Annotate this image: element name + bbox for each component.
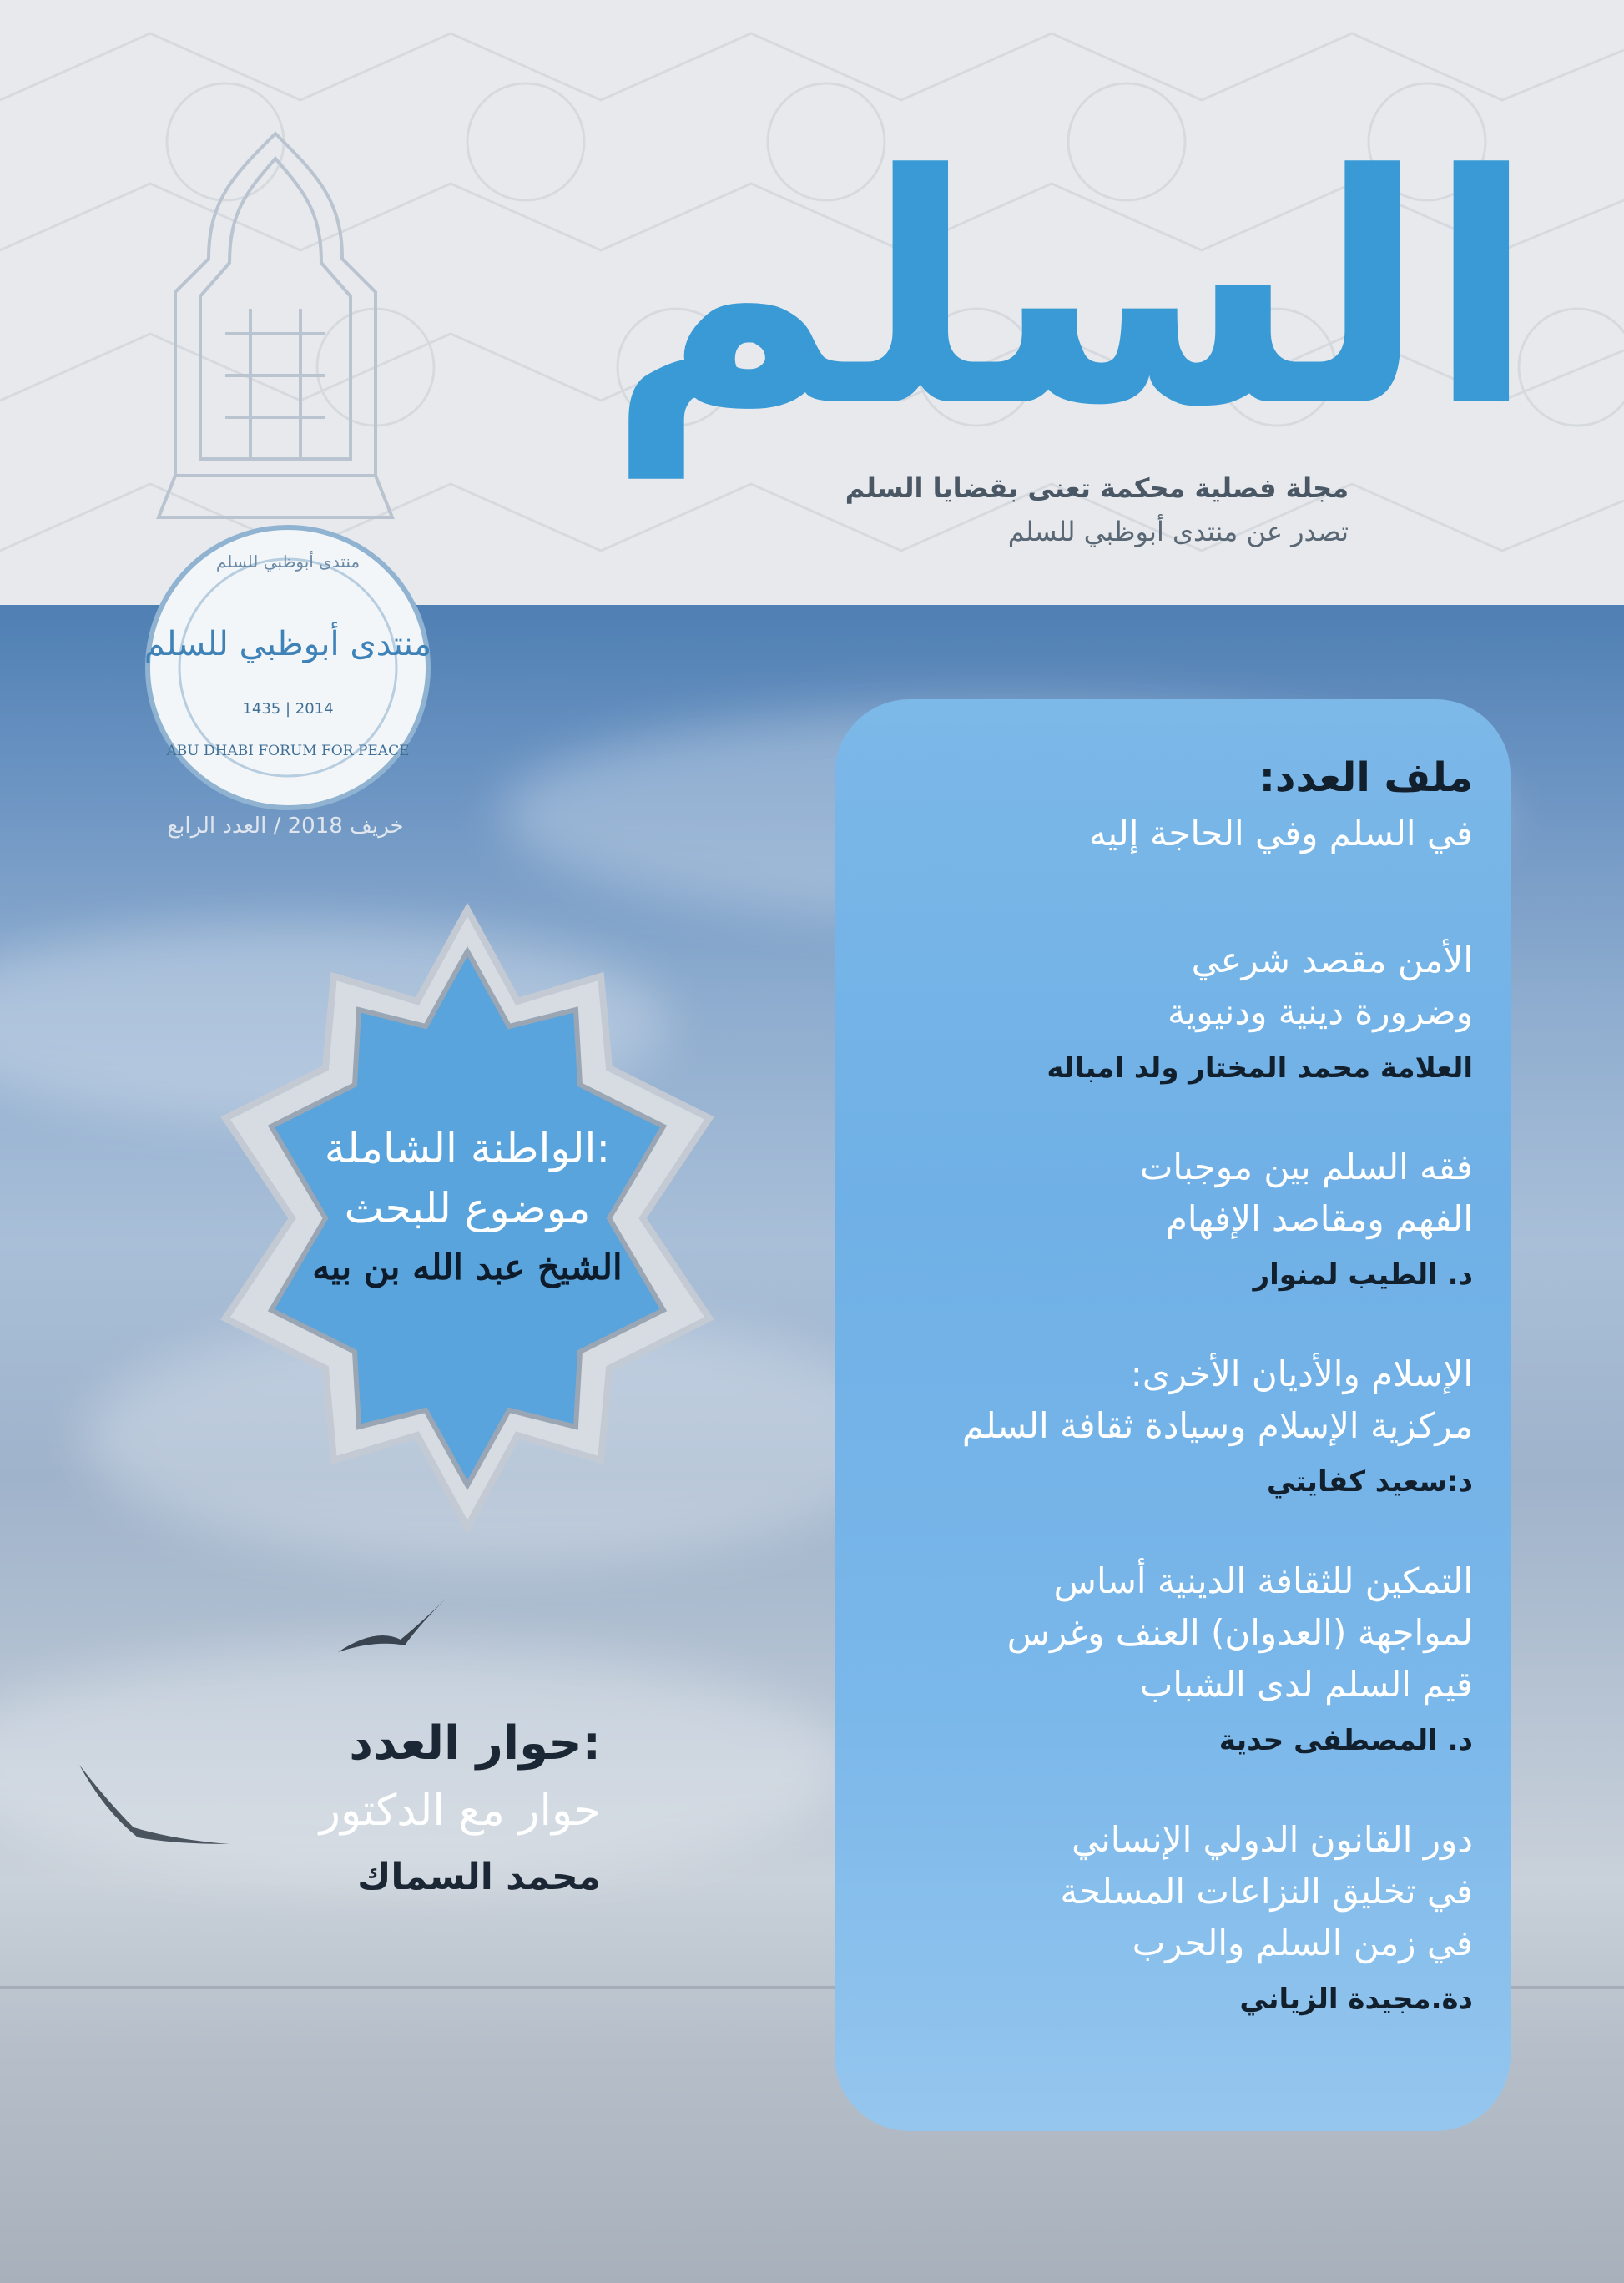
- forum-logo: [138, 517, 438, 818]
- featured-study-title: الواطنة الشاملة:: [324, 1124, 611, 1172]
- magazine-title: السلم: [607, 107, 1536, 476]
- svg-text:ABU DHABI FORUM FOR PEACE: ABU DHABI FORUM FOR PEACE: [166, 743, 410, 759]
- article-title-line: مركزية الإسلام وسيادة ثقافة السلم: [961, 1405, 1473, 1446]
- article-title-line: في تخليق النزاعات المسلحة: [1060, 1871, 1473, 1912]
- magazine-publisher: تصدر عن منتدى أبوظبي للسلم: [1007, 516, 1349, 547]
- article-item: [868, 935, 1473, 1091]
- masthead: [607, 83, 1561, 534]
- issue-file-title: في السلم وفي الحاجة إليه: [1088, 813, 1473, 854]
- svg-text:1435 | 2014: 1435 | 2014: [242, 700, 334, 718]
- article-author: د. المصطفى حدية: [1218, 1724, 1473, 1757]
- article-title-line: فقه السلم بين موجبات: [1139, 1147, 1473, 1187]
- article-title-line: الفهم ومقاصد الإفهام: [1165, 1198, 1473, 1239]
- featured-study-author: الشيخ عبد الله بن بيه: [312, 1247, 623, 1288]
- interview-block: [209, 1711, 601, 1911]
- featured-study-subtitle: موضوع للبحث: [344, 1184, 591, 1232]
- featured-study: [250, 1118, 684, 1297]
- issue-file-label: ملف العدد:: [1258, 754, 1473, 801]
- article-item: [868, 1142, 1473, 1298]
- interview-subtitle: حوار مع الدكتور: [319, 1786, 601, 1836]
- article-title-line: الأمن مقصد شرعي: [1191, 940, 1473, 980]
- interview-label: حوار العدد:: [349, 1716, 601, 1771]
- svg-text:منتدى أبوظبي للسلم: منتدى أبوظبي للسلم: [144, 625, 432, 663]
- contents-panel: [835, 699, 1511, 2131]
- magazine-subtitle: مجلة فصلية محكمة تعنى بقضايا السلم: [845, 472, 1349, 504]
- article-title-line: في زمن السلم والحرب: [1132, 1923, 1473, 1963]
- article-item: [868, 1555, 1473, 1764]
- article-title-line: الإسلام والأديان الأخرى:: [1130, 1353, 1473, 1394]
- article-item: [868, 1814, 1473, 2023]
- svg-text:منتدى أبوظبي للسلم: منتدى أبوظبي للسلم: [215, 552, 361, 572]
- article-title-line: قيم السلم لدى الشباب: [1139, 1664, 1473, 1705]
- contents-list: [868, 733, 1473, 2073]
- bird-icon: [334, 1594, 451, 1661]
- article-title-line: التمكين للثقافة الدينية أساس: [1053, 1560, 1473, 1601]
- article-item: [868, 1348, 1473, 1505]
- issue-date: خريف 2018 / العدد الرابع: [167, 814, 404, 839]
- article-author: العلامة محمد المختار ولد امباله: [1047, 1051, 1473, 1085]
- article-title-line: وضرورة دينية ودنيوية: [1168, 991, 1473, 1032]
- article-title-line: لمواجهة (العدوان) العنف وغرس: [1006, 1612, 1473, 1653]
- interview-name: محمد السماك: [357, 1856, 601, 1898]
- article-title-line: دور القانون الدولي الإنساني: [1072, 1819, 1473, 1860]
- article-author: دة.مجيدة الزياني: [1239, 1983, 1473, 2016]
- article-author: د. الطيب لمنوار: [1253, 1258, 1473, 1292]
- article-author: د:سعيد كفايتي: [1266, 1465, 1473, 1499]
